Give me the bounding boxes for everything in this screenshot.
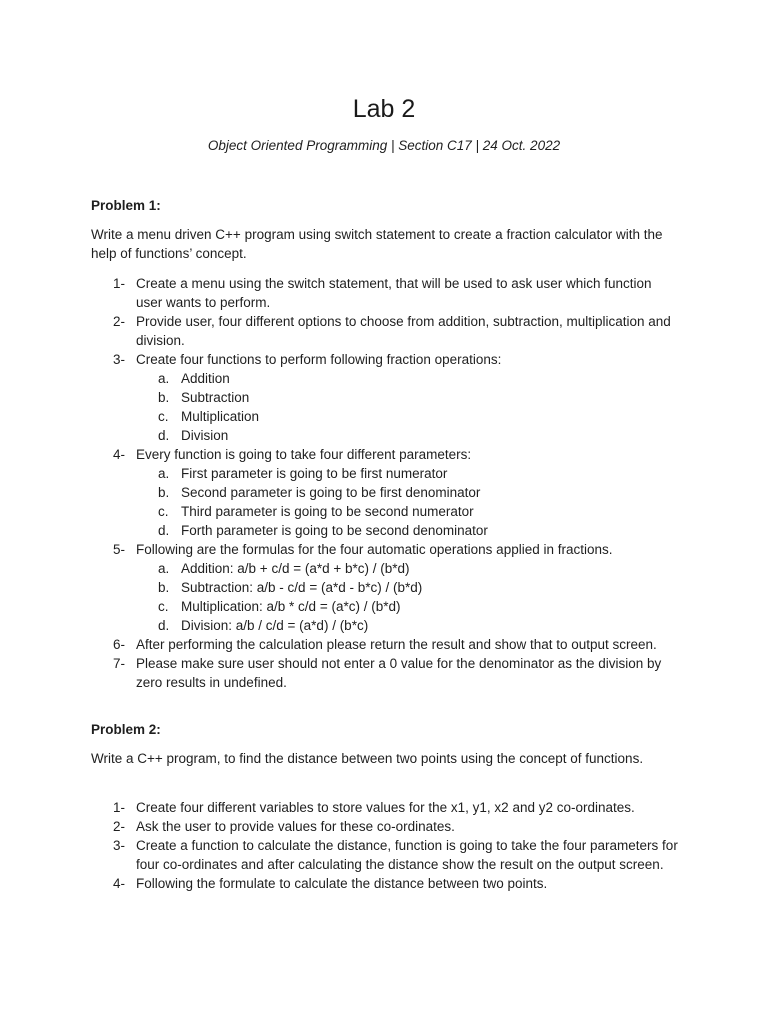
sub-item xyxy=(136,578,681,597)
item-text: Following are the formulas for the four automatic operations applied in fractions. xyxy=(136,542,613,557)
item-number: 5- xyxy=(113,542,126,557)
sub-item-label: d. xyxy=(158,428,170,443)
item-number: 2- xyxy=(113,314,126,329)
item-text: Create a menu using the switch statement, that will be used to ask user which function user wants to perform. xyxy=(136,276,652,310)
sub-item xyxy=(136,502,681,521)
sub-item-text: Addition xyxy=(181,371,230,386)
sub-item xyxy=(136,369,681,388)
problem1-item xyxy=(0,540,681,635)
problem2-heading: Problem 2: xyxy=(91,722,161,737)
problem2-item xyxy=(0,798,681,817)
sub-item-text: Forth parameter is going to be second denominator xyxy=(181,523,488,538)
sub-item xyxy=(136,616,681,635)
item-number: 4- xyxy=(113,876,126,891)
item-number: 4- xyxy=(113,447,126,462)
sub-item-text: Multiplication: a/b * c/d = (a*c) / (b*d) xyxy=(181,599,401,614)
item-number: 1- xyxy=(113,276,126,291)
sub-item-label: d. xyxy=(158,523,170,538)
item-number: 3- xyxy=(113,352,126,367)
sub-item-text: Division xyxy=(181,428,229,443)
sub-list xyxy=(136,559,681,635)
item-text: Every function is going to take four different parameters: xyxy=(136,447,472,462)
sub-item-label: c. xyxy=(158,504,169,519)
sub-item-text: Addition: a/b + c/d = (a*d + b*c) / (b*d) xyxy=(181,561,410,576)
sub-item-text: Second parameter is going to be first denominator xyxy=(181,485,481,500)
sub-item xyxy=(136,597,681,616)
item-text: Provide user, four different options to choose from addition, subtraction, multiplication and division. xyxy=(136,314,671,348)
item-text: Ask the user to provide values for these co-ordinates. xyxy=(136,819,455,834)
sub-item-text: Division: a/b / c/d = (a*d) / (b*c) xyxy=(181,618,369,633)
sub-item-label: c. xyxy=(158,409,169,424)
sub-item xyxy=(136,559,681,578)
problem2-item xyxy=(0,874,681,893)
problem1-item xyxy=(0,654,681,692)
problem1-list xyxy=(0,274,768,692)
problem1-item xyxy=(0,635,681,654)
sub-item-label: b. xyxy=(158,390,170,405)
sub-item xyxy=(136,464,681,483)
sub-item-label: a. xyxy=(158,561,170,576)
problem1-intro: Write a menu driven C++ program using switch statement to create a fraction calculator with the help of functions’ concept. xyxy=(91,227,663,261)
item-number: 1- xyxy=(113,800,126,815)
sub-item-label: c. xyxy=(158,599,169,614)
item-number: 6- xyxy=(113,637,126,652)
item-text: Create four different variables to store values for the x1, y1, x2 and y2 co-ordinates. xyxy=(136,800,635,815)
sub-item-label: b. xyxy=(158,580,170,595)
problem2-item xyxy=(0,817,681,836)
sub-list xyxy=(136,369,681,445)
sub-item xyxy=(136,426,681,445)
item-text: After performing the calculation please return the result and show that to output screen. xyxy=(136,637,657,652)
problem1-heading: Problem 1: xyxy=(91,198,161,213)
sub-item xyxy=(136,483,681,502)
sub-list xyxy=(136,464,681,540)
sub-item-text: Subtraction xyxy=(181,390,250,405)
item-number: 3- xyxy=(113,838,126,853)
sub-item-text: Third parameter is going to be second numerator xyxy=(181,504,474,519)
item-text: Following the formulate to calculate the distance between two points. xyxy=(136,876,548,891)
sub-item-text: First parameter is going to be first numerator xyxy=(181,466,448,481)
problem1-item xyxy=(0,312,681,350)
problem1-item xyxy=(0,350,681,445)
sub-item xyxy=(136,521,681,540)
problem1-item xyxy=(0,445,681,540)
sub-item xyxy=(136,388,681,407)
sub-item-label: a. xyxy=(158,466,170,481)
item-text: Create four functions to perform following fraction operations: xyxy=(136,352,502,367)
sub-item xyxy=(136,407,681,426)
item-text: Create a function to calculate the distance, function is going to take the four parameters for four co-ordinates and after calculating the distance show the result on the output screen. xyxy=(136,838,678,872)
problem2-intro: Write a C++ program, to find the distance between two points using the concept of functions. xyxy=(91,751,644,766)
sub-item-text: Subtraction: a/b - c/d = (a*d - b*c) / (b*d) xyxy=(181,580,423,595)
problem1-item xyxy=(0,274,681,312)
page-title: Lab 2 xyxy=(352,95,416,123)
sub-item-label: b. xyxy=(158,485,170,500)
sub-item-label: d. xyxy=(158,618,170,633)
sub-item-label: a. xyxy=(158,371,170,386)
problem2-list xyxy=(0,798,768,893)
item-number: 7- xyxy=(113,656,126,671)
problem2-item xyxy=(0,836,681,874)
sub-item-text: Multiplication xyxy=(181,409,260,424)
item-number: 2- xyxy=(113,819,126,834)
item-text: Please make sure user should not enter a 0 value for the denominator as the division by zero results in undefined. xyxy=(136,656,662,690)
page-subtitle: Object Oriented Programming | Section C17 | 24 Oct. 2022 xyxy=(207,138,561,153)
